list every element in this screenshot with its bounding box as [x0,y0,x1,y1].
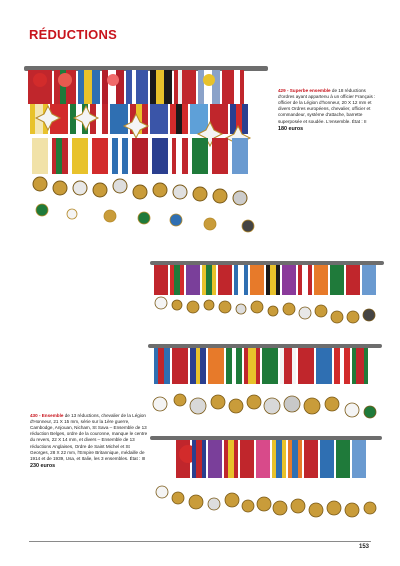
lot-429-description [278,88,382,132]
lot-429-heading: 429 - Superbe ensemble [278,87,331,93]
lot-429-body: de 18 réductions d'ordres ayant appartenu à un officier Français : officier de la Légion d'honneur, 20 X 12 mm et divers Ordres européens, chevalier, officier et commandeur, système d'attache, barrette superposée et soudée. L'ensemble. État : II [278,87,376,124]
section-title: RÉDUCTIONS [29,27,117,42]
lot-430-body: de 13 réductions, chevalier de la Légion d'Honneur, 21 X 15 mm, série sur la 1ère guerre, Cambodge, Anjouan, Nicham, St Sava – Ensemble de 13 réduction Belges, ordre de la couronne, manque le centre du revers, 22 X 14 mm, et divers – Ensemble de 13 réductions Anglaises, Ordre de Saint Michel et St Georges, 28 X 22 mm, l'Empire Britannique, médaille de 1914 et de 1939, Usa, et Italie, les 3 ensembles. État : III [30,412,148,462]
medal-bar-photo-430-a [148,259,386,331]
medal-bar-photo-430-c [148,432,384,524]
lot-429-price: 180 euros [278,125,304,132]
medal-bar-photo-430-b [146,340,384,426]
lot-430-price: 230 euros [30,463,56,470]
page-number: 153 [359,544,370,550]
medal-bar-photo-429 [20,58,272,248]
lot-430-description [30,413,148,470]
footer-divider [29,541,371,542]
lot-430-heading: 430 - Ensemble [30,412,64,418]
